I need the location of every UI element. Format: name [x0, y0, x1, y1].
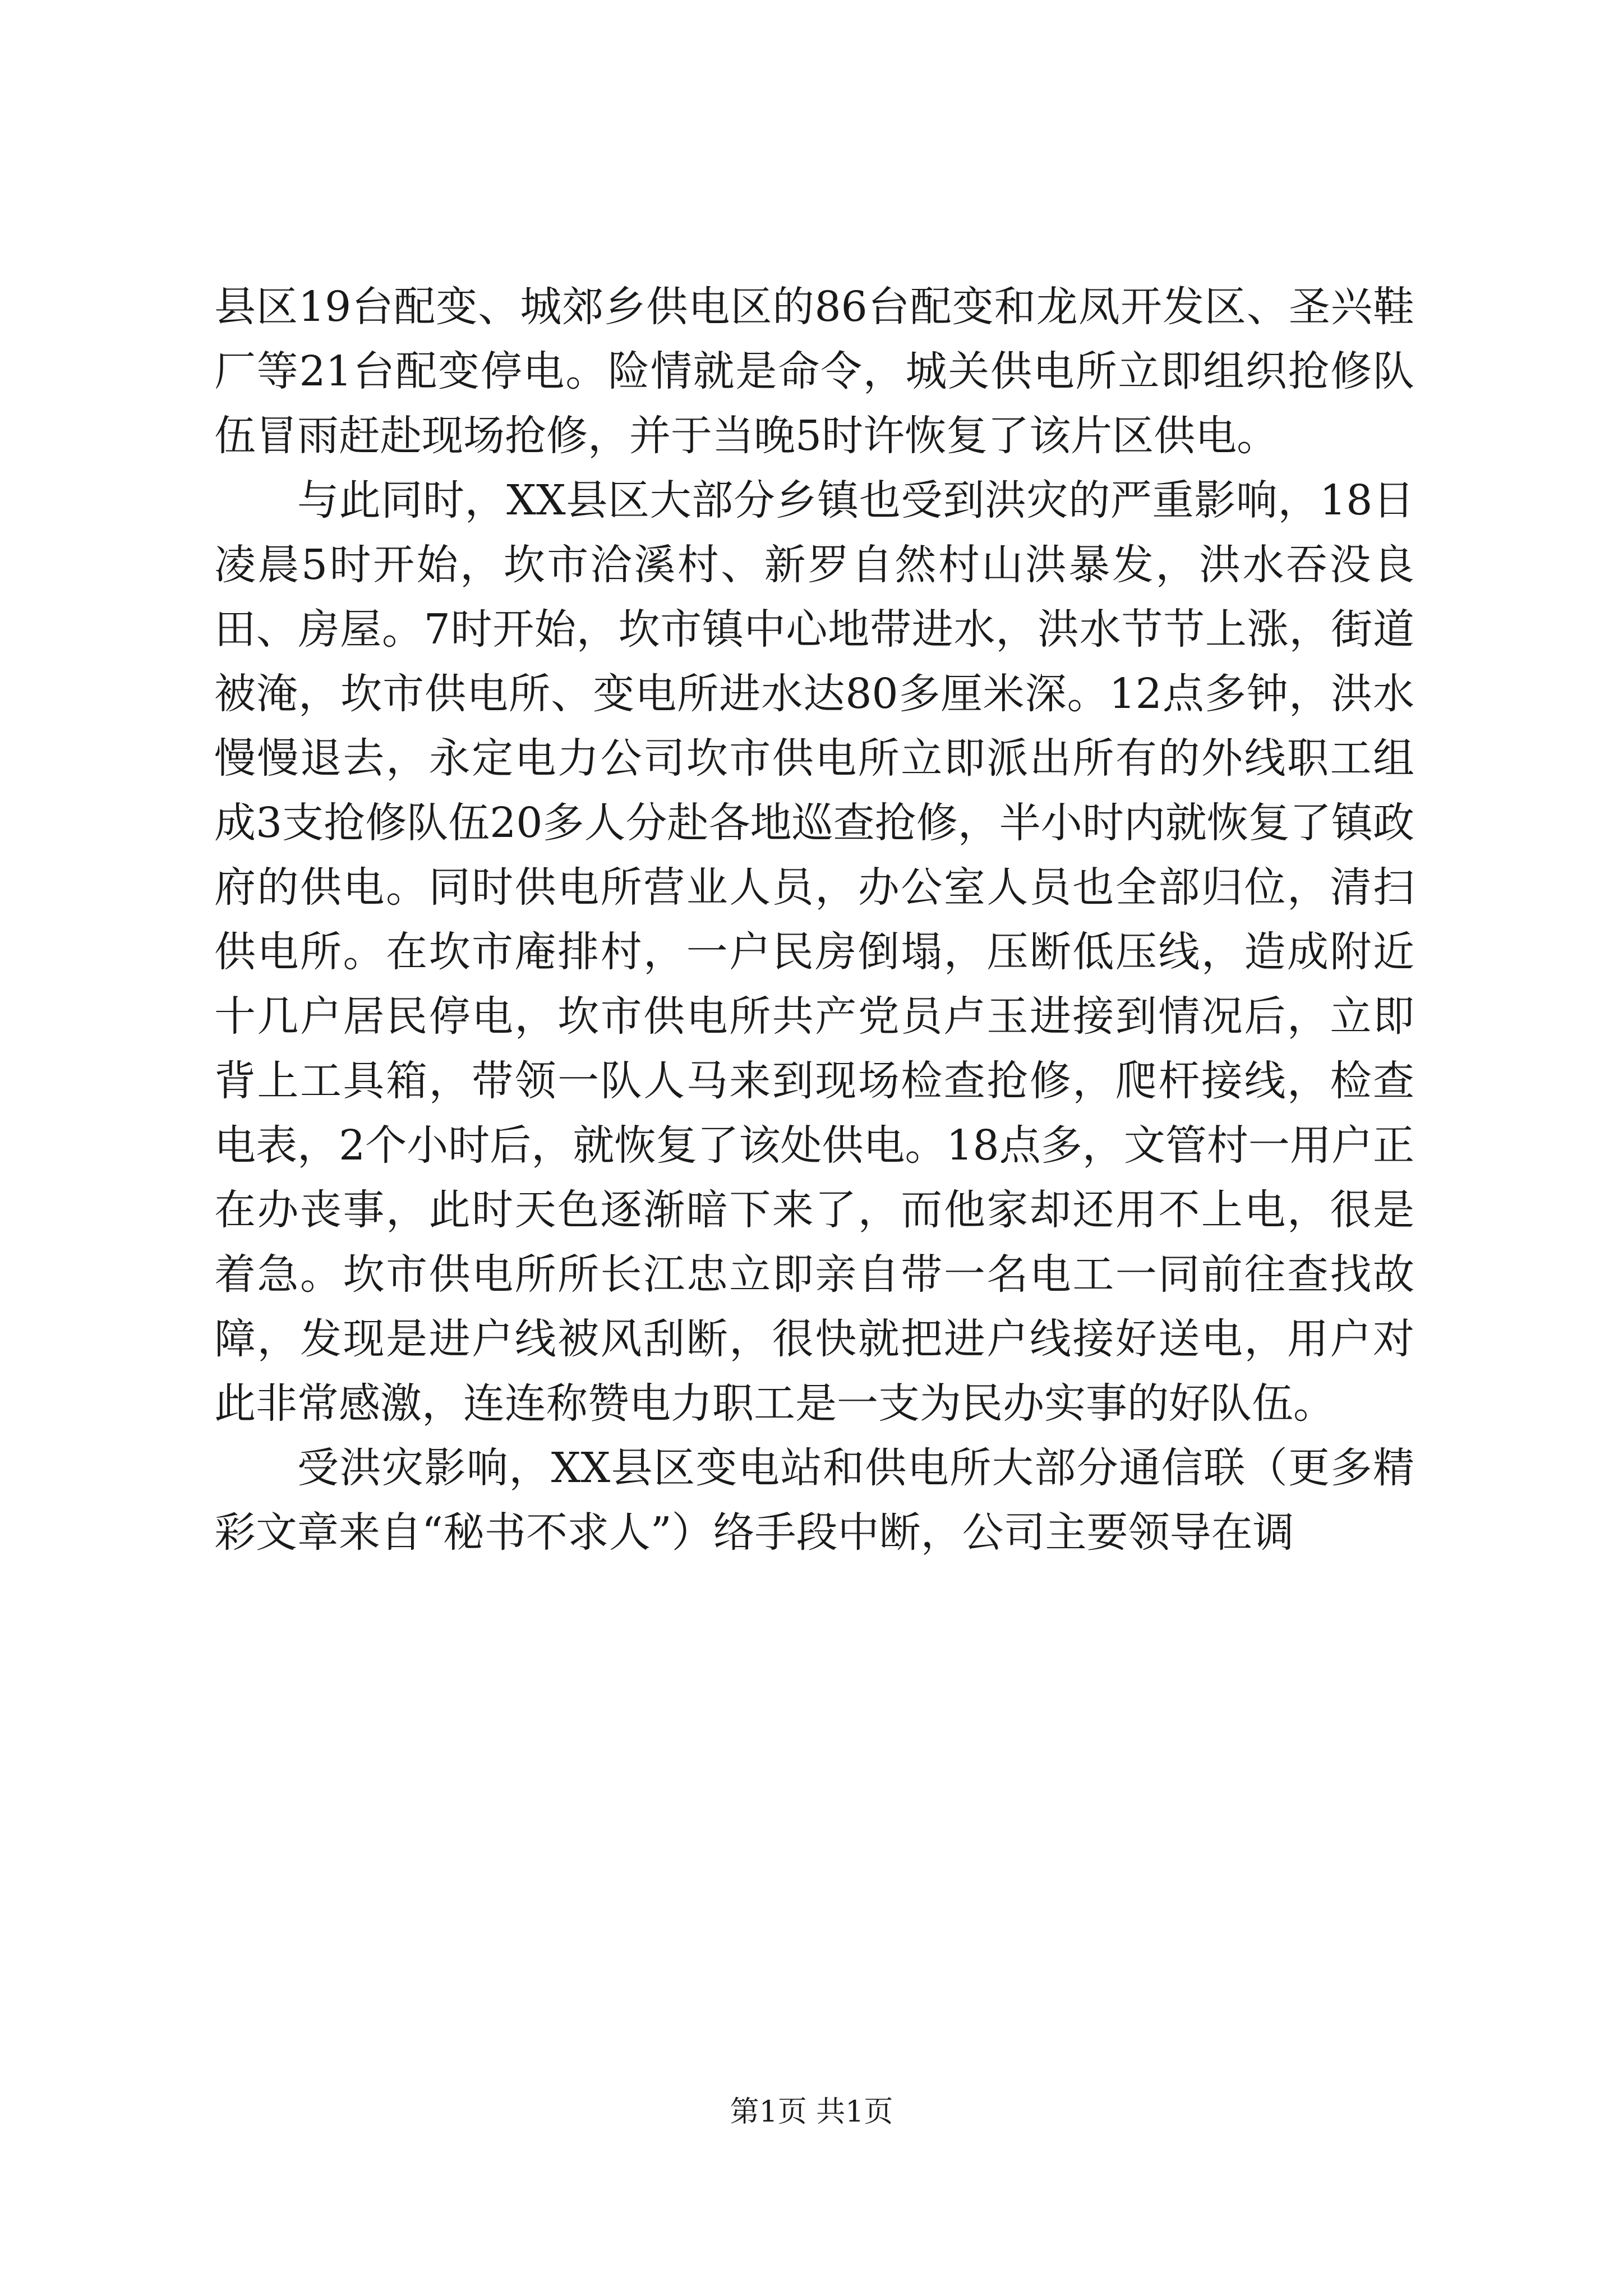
page-footer — [0, 2092, 1623, 2132]
page-number-label: 第1页 共1页 — [730, 2095, 893, 2129]
paragraph-continuation: 县区19台配变、城郊乡供电区的86台配变和龙凤开发区、圣兴鞋厂等21台配变停电。险情就是命令，城关供电所立即组织抢修队伍冒雨赶赴现场抢修，并于当晚5时许恢复了该片区供电。 — [214, 283, 1414, 460]
paragraph-communication: 受洪灾影响，XX县区变电站和供电所大部分通信联（更多精彩文章来自“秘书不求人”）络手段中断，公司主要领导在调 — [214, 1444, 1414, 1557]
document-body — [214, 275, 1414, 1565]
paragraph-flood-repair: 与此同时，XX县区大部分乡镇也受到洪灾的严重影响，18日凌晨5时开始，坎市洽溪村、新罗自然村山洪暴发，洪水吞没良田、房屋。7时开始，坎市镇中心地带进水，洪水节节上涨，街道被淹，坎市供电所、变电所进水达80多厘米深。12点多钟，洪水慢慢退去，永定电力公司坎市供电所立即派出所有的外线职工组成3支抢修队伍20多人分赴各地巡查抢修，半小时内就恢复了镇政府的供电。同时供电所营业人员，办公室人员也全部归位，清扫供电所。在坎市庵排村，一户民房倒塌，压断低压线，造成附近十几户居民停电，坎市供电所共产党员卢玉进接到情况后，立即背上工具箱，带领一队人马来到现场检查抢修，爬杆接线，检查电表，2个小时后，就恢复了该处供电。18点多，文管村一用户正在办丧事，此时天色逐渐暗下来了，而他家却还用不上电，很是着急。坎市供电所所长江忠立即亲自带一名电工一同前往查找故障，发现是进户线被风刮断，很快就把进户线接好送电，用户对此非常感激，连连称赞电力职工是一支为民办实事的好队伍。 — [214, 476, 1414, 1428]
